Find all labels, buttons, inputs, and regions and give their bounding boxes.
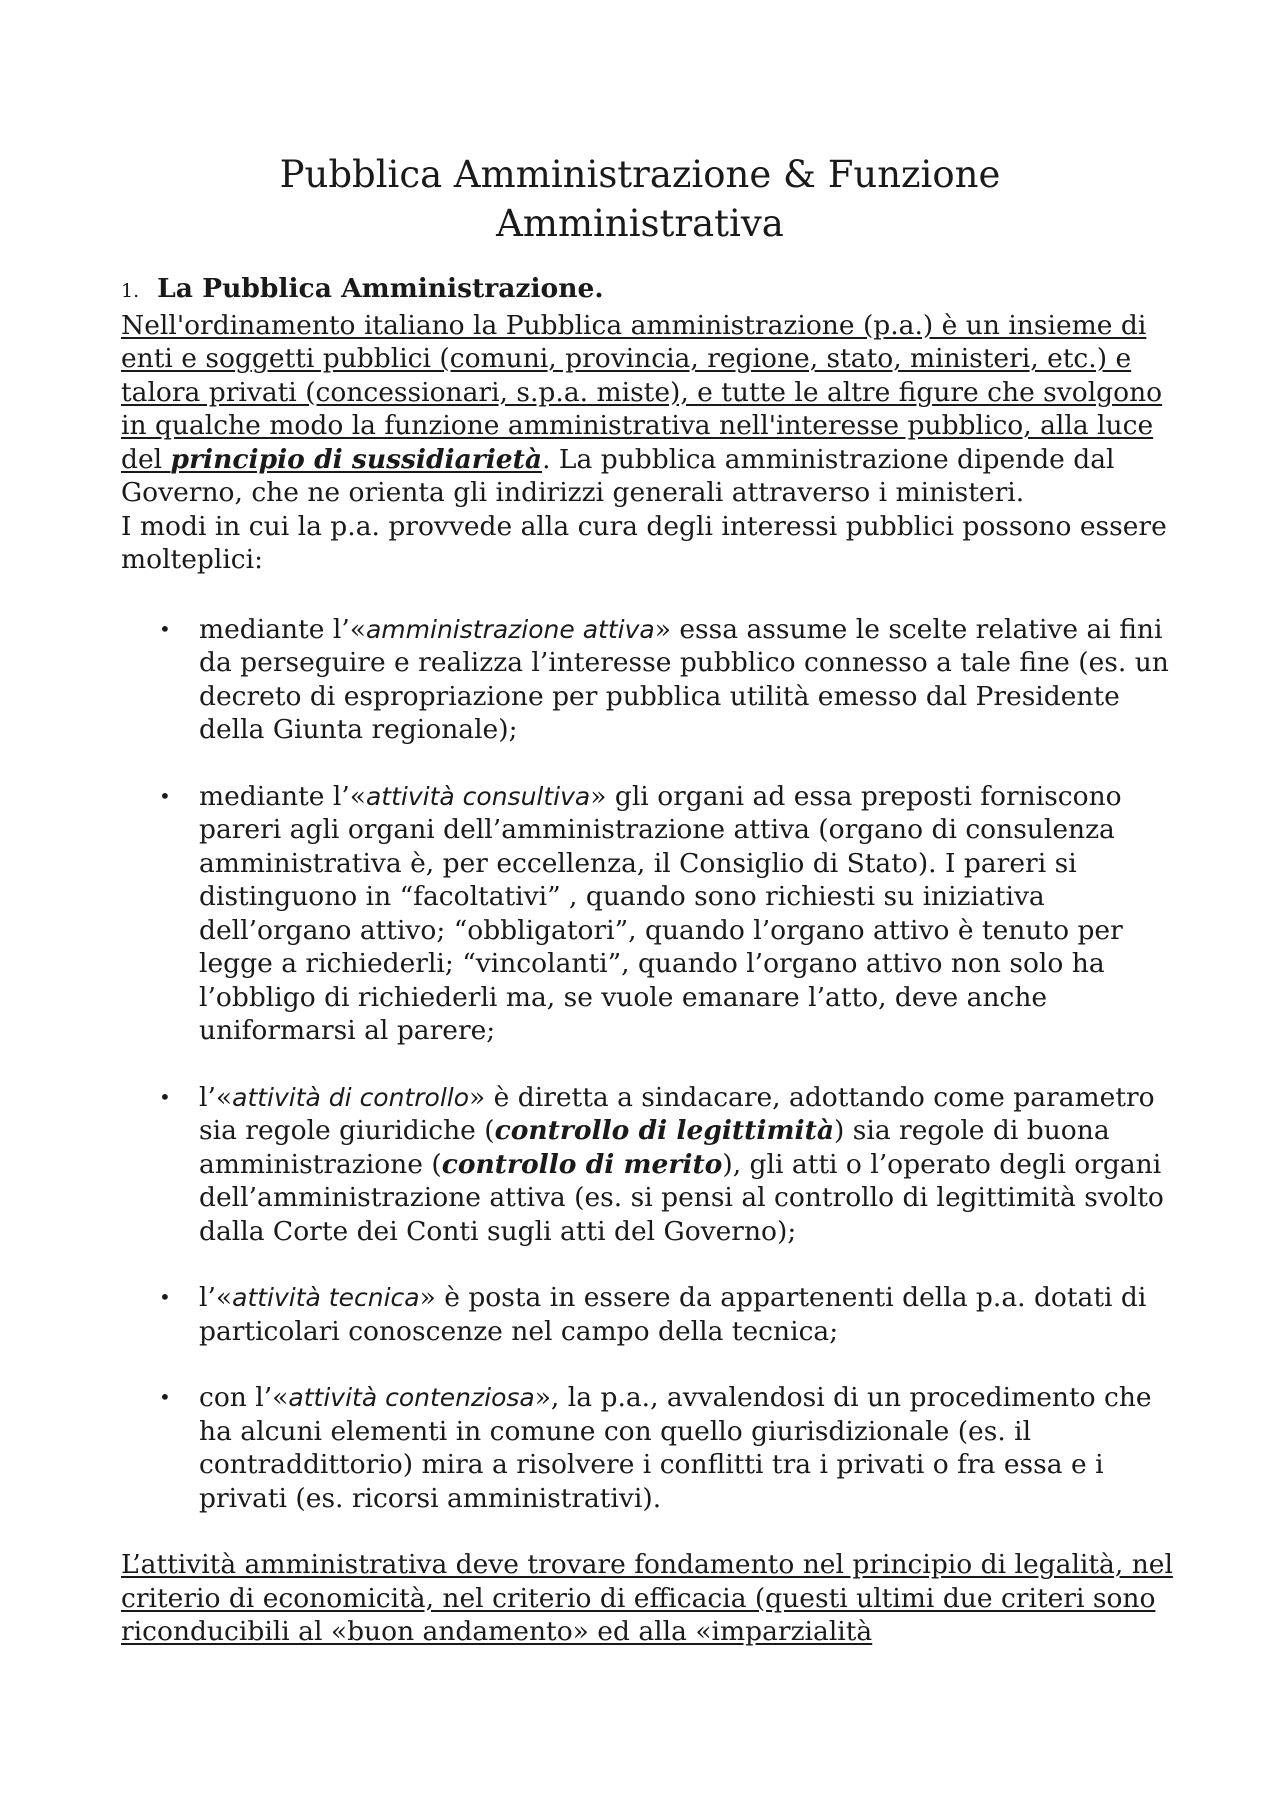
item-text-end: ), gli atti o l’operato degli organi dell’amministrazione attiva (es. si pensi al controllo di legittimità svolto dalla Corte dei Conti sugli atti del Governo); [199,1148,1164,1247]
item-text: » gli organi ad essa preposti forniscono pareri agli organi dell’amministrazione attiva (organo di consulenza amministrativa è, per eccellenza, il Consiglio di Stato). I pareri si distinguono in “facoltativi” , quando sono richiesti su iniziativa dell’organo attivo; “obbligatori”, quando l’organo attivo è tenuto per legge a richiederli; “vincolanti”, quando l’organo attivo non solo ha l’obbligo di richiederli ma, se vuole emanare l’atto, deve anche uniformarsi al parere; [199,780,1123,1046]
list-item [121,613,1181,747]
item-text: » essa assume le scelte relative ai fini da perseguire e realizza l’interesse pubblico connesso a tale fine (es. un decreto di espropriazione per pubblica utilità emesso dal Presidente della Giunta regionale); [199,613,1169,745]
modes-list [121,613,1181,1516]
item-prefix: mediante l’« [199,613,366,645]
bullet-icon: • [159,1084,171,1109]
intro-paragraph [121,309,1181,510]
title-line-2: Amministrativa [496,202,784,245]
section-number: 1. [121,280,140,302]
item-term: amministrazione attiva [365,614,655,644]
intro-underlined-text: Nell'ordinamento italiano la Pubblica amministrazione (p.a.) è un insieme di enti e soggetti pubblici (comuni, provincia, regione, stato, ministeri, etc.) e talora privati (concessionari, s.p.a. miste), e tutte le altre figure che svolgono in qualche modo la funzione amministrativa nell'interesse pubblico, alla luce del [121,309,1163,475]
item-text: » è diretta a sindacare, adottando come parametro sia regole giuridiche ( [199,1081,1155,1146]
item-prefix: l’« [199,1081,233,1113]
legittimita-term: controllo di legittimità [494,1115,834,1146]
closing-paragraph [121,1548,1181,1649]
document-body [121,272,1181,1649]
item-term: attività consultiva [365,781,591,811]
closing-underlined-text: L’attività amministrativa deve trovare fondamento nel principio di legalità, nel criterio di economicità, nel criterio di efficacia (questi ultimi due criteri sono riconducibili al «buon andamento» ed alla «imparzialità [121,1549,1173,1647]
list-item [121,1381,1181,1515]
list-item [121,780,1181,1048]
item-prefix: con l’« [199,1382,289,1413]
intro-rest-text: . La pubblica amministrazione dipende dal Governo, che ne orienta gli indirizzi generali attraverso i ministeri. [121,443,1115,508]
item-term: attività tecnica [232,1283,420,1312]
section-heading-text: La Pubblica Amministrazione. [157,273,604,304]
item-term: attività di controllo [232,1082,470,1112]
item-term: attività contenziosa [288,1383,535,1412]
item-prefix: l’« [199,1282,233,1313]
item-prefix: mediante l’« [199,780,366,812]
item-text: » è posta in essere da appartenenti della p.a. dotati di particolari conoscenze nel campo della tecnica; [199,1282,1147,1347]
item-text-mid: ) sia regole di buona amministrazione ( [199,1115,1110,1180]
document-title [0,150,1280,248]
section-heading [121,272,1181,309]
bullet-icon: • [159,1285,171,1309]
item-text: », la p.a., avvalendosi di un procedimento che ha alcuni elementi in comune con quello giurisdizionale (es. il contraddittorio) mira a risolvere i conflitti tra i privati o fra essa e i privati (es. ricorsi amministrativi). [199,1382,1152,1514]
bullet-icon: • [159,616,171,641]
bullet-icon: • [159,783,171,808]
merito-term: controllo di merito [441,1148,723,1180]
sussidiarieta-term: principio di sussidiarietà [170,443,543,475]
title-line-1: Pubblica Amministrazione & Funzione [279,153,1001,196]
modes-intro-paragraph: I modi in cui la p.a. provvede alla cura degli interessi pubblici possono essere molteplici: [121,510,1167,575]
list-item [121,1081,1181,1249]
list-item [121,1281,1181,1348]
bullet-icon: • [159,1385,171,1409]
